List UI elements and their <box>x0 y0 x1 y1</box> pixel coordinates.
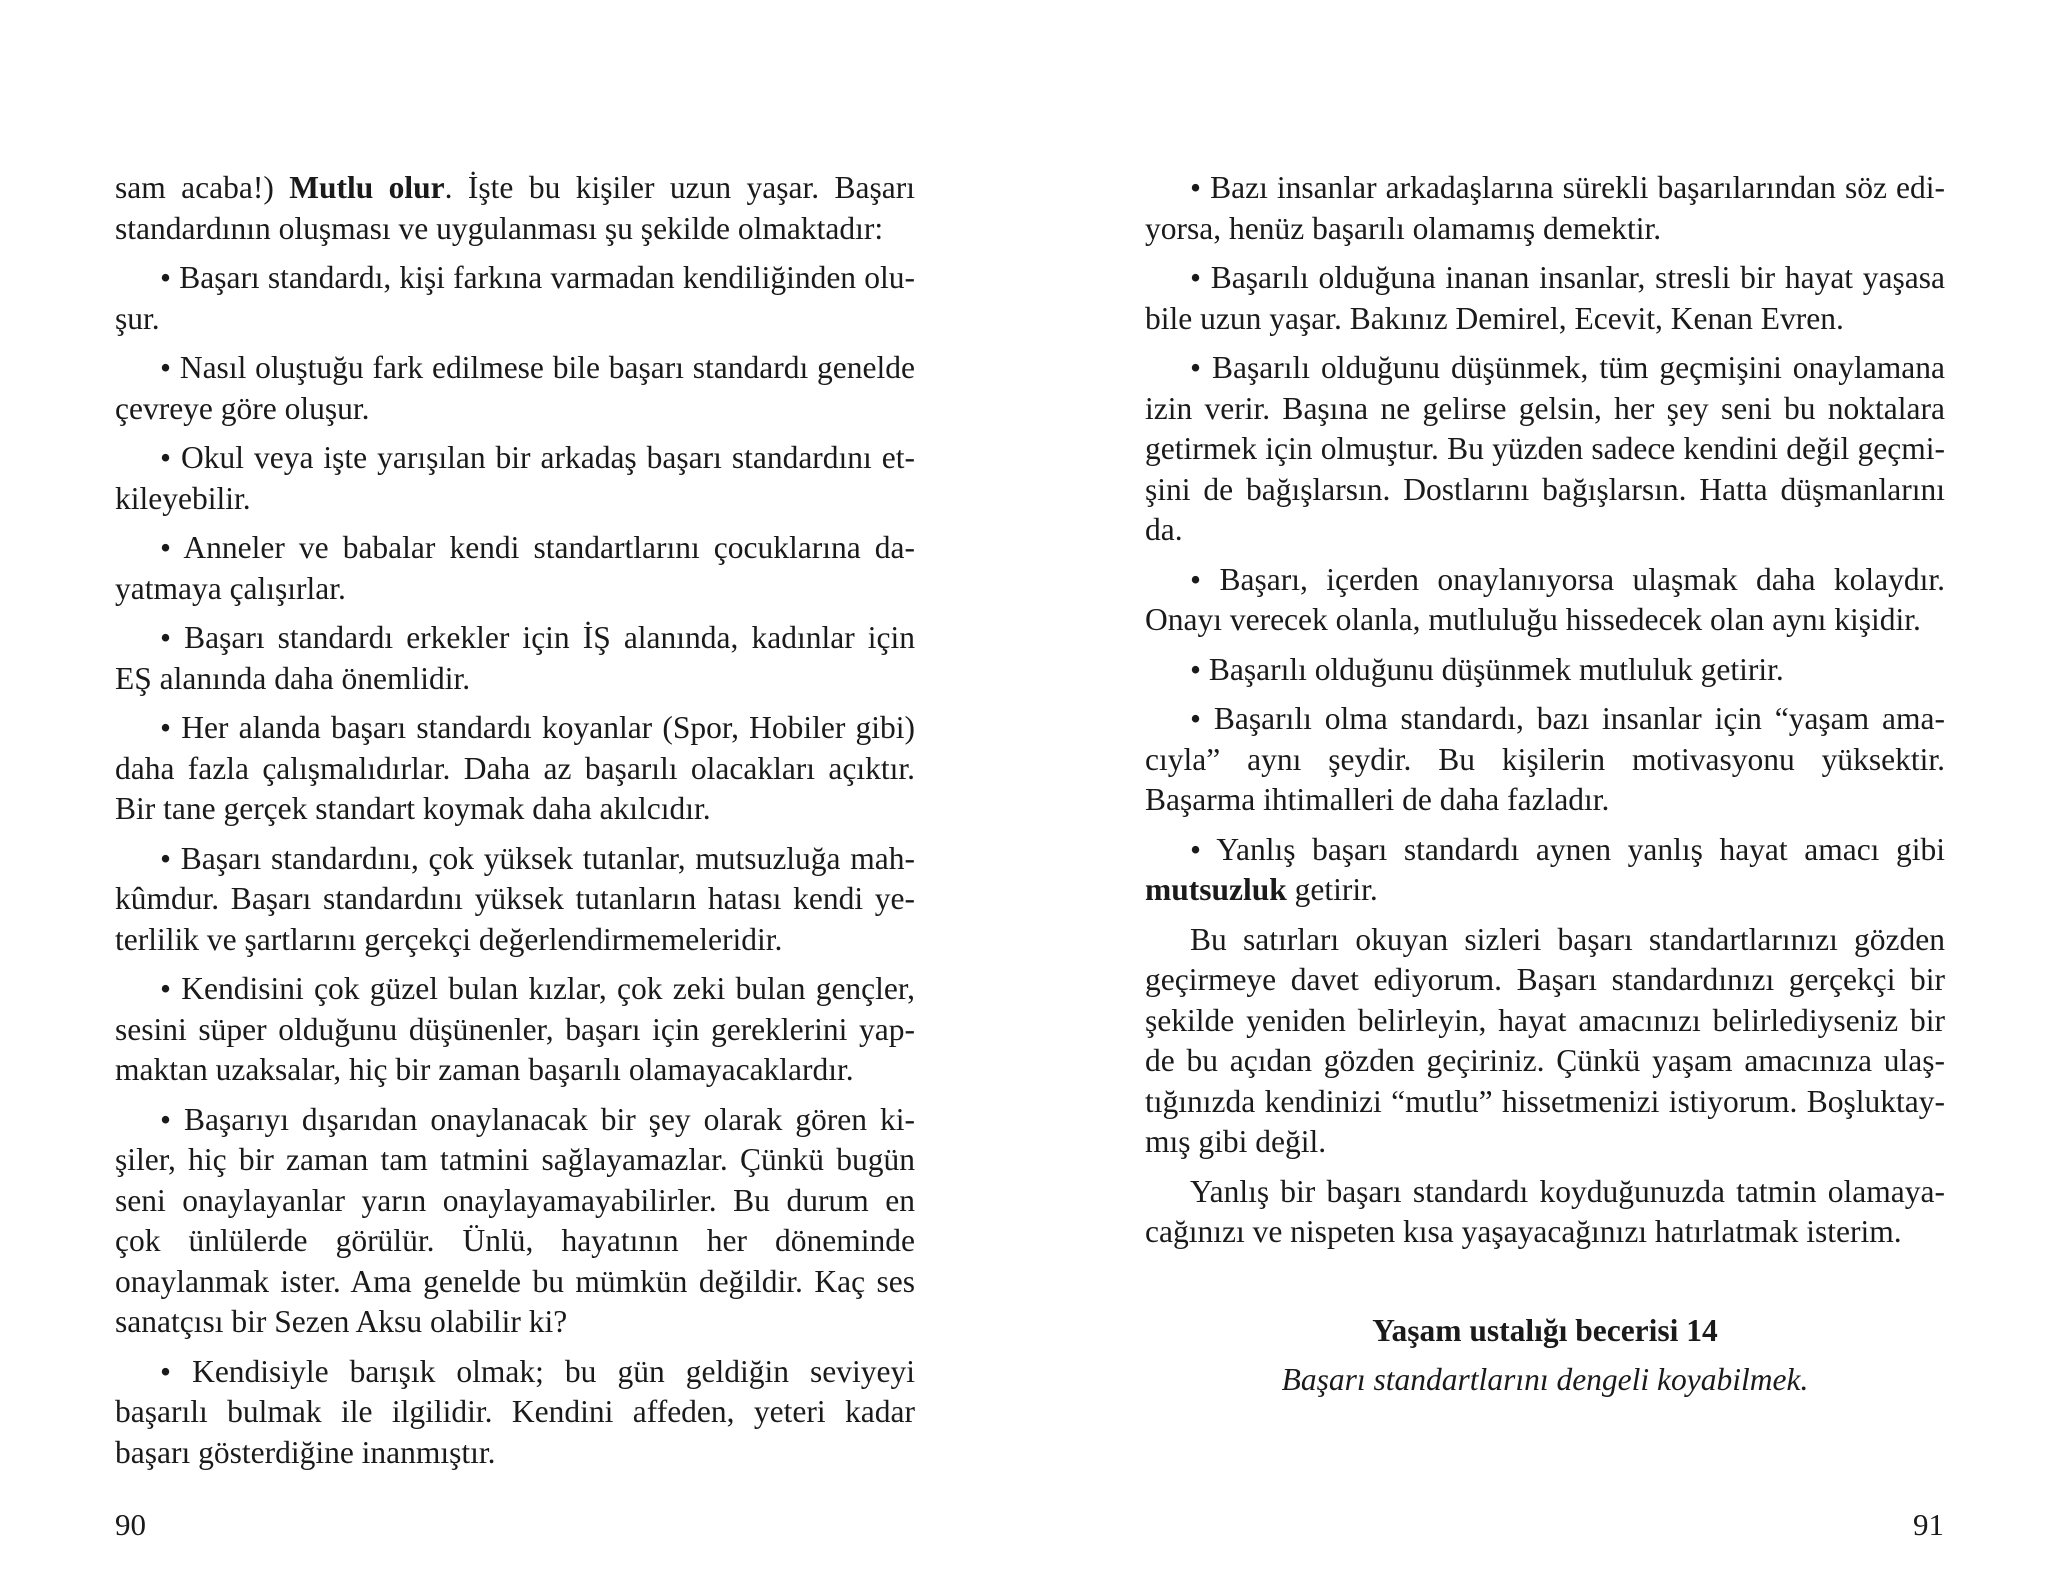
skill-subtitle: Başarı standartlarını dengeli koyabilmek. <box>1281 1362 1809 1397</box>
intro-paragraph <box>115 168 915 249</box>
bullet-paragraph: • Başarılı olduğunu düşünmek mutluluk getirir. <box>1190 651 1784 687</box>
bullet-paragraph: • Başarılı olduğunu düşünmek, tüm geçmişini onaylamana izin verir. Başına ne gelirse gelsin, her şey seni bu noktalara getirmek için olmuştur. Bu yüzden sadece kendini değil geçmişini de bağışlarsın. Dostlarını bağışlarsın. Hatta düşmanlarını da. <box>1145 350 1945 547</box>
bullet-paragraph: • Kendisini çok güzel bulan kızlar, çok zeki bulan gençler, sesini süper olduğunu düşünenler, başarı için gereklerini yapmaktan uzaksalar, hiç bir zaman başarılı olamayacaklardır. <box>115 971 915 1087</box>
skill-box <box>1145 1311 1945 1401</box>
right-page <box>1145 168 1945 1410</box>
closing-paragraph: Yanlış bir başarı standardı koyduğunuzda tatmin olamayacağınızı ve nispeten kısa yaşayacağınızı hatırlatmak isterim. <box>1145 1173 1945 1249</box>
skill-title: Yaşam ustalığı becerisi 14 <box>1372 1312 1718 1348</box>
bullet-paragraph: • Başarıyı dışarıdan onaylanacak bir şey olarak gören kişiler, hiç bir zaman tam tatmini sağlayamazlar. Çünkü bugün seni onaylayanlar yarın onaylayamayabilirler. Bu durum en çok ünlülerde görülür. Ünlü, hayatının her döneminde onaylanmak ister. Ama genelde bu mümkün değildir. Kaç ses sanatçısı bir Sezen Aksu olabilir ki? <box>115 1101 915 1339</box>
intro-text-end: . İşte bu kişiler uzun yaşar. Başarı standardının oluşması ve uygulanması şu şekilde olmaktadır: <box>115 170 915 246</box>
bullet-paragraph: • Anneler ve babalar kendi standartlarını çocuklarına dayatmaya çalışırlar. <box>115 530 915 606</box>
bullet-paragraph: • Başarı, içerden onaylanıyorsa ulaşmak daha kolaydır. Onayı verecek olanla, mutluluğu hissedecek olan aynı kişidir. <box>1145 561 1945 637</box>
page-number-left: 90 <box>115 1507 146 1542</box>
intro-text-start: sam acaba!) <box>115 170 290 205</box>
wrong-standard-text-start: • Yanlış başarı standardı aynen yanlış hayat amacı gibi <box>1190 831 1945 867</box>
bullet-paragraph: • Başarılı olduğuna inanan insanlar, stresli bir hayat yaşasa bile uzun yaşar. Bakınız Demirel, Ecevit, Kenan Evren. <box>1145 260 1945 336</box>
page-number-right: 91 <box>1913 1507 1944 1542</box>
bullet-paragraph: • Başarı standardı, kişi farkına varmadan kendiliğinden oluşur. <box>115 260 915 336</box>
bullet-paragraph: • Her alanda başarı standardı koyanlar (Spor, Hobiler gibi) daha fazla çalışmalıdırlar. Daha az başarılı olacakları açıktır. Bir tane gerçek standart koymak daha akılcıdır. <box>115 710 915 826</box>
wrong-standard-text-end: getirir. <box>1286 872 1378 907</box>
wrong-standard-bold-word: mutsuzluk <box>1145 872 1287 907</box>
bullet-paragraph: • Başarı standardını, çok yüksek tutanlar, mutsuzluğa mahkûmdur. Başarı standardını yüksek tutanların hatası kendi yeterlilik ve şartlarını gerçekçi değerlendirmemeleridir. <box>115 840 915 957</box>
bullet-paragraph: • Kendisiyle barışık olmak; bu gün geldiğin seviyeyi başarılı bulmak ile ilgilidir. Kendini affeden, yeteri kadar başarı gösterdiğine inanmıştır. <box>115 1353 915 1470</box>
bullet-paragraph: • Başarılı olma standardı, bazı insanlar için “yaşam amacıyla” aynı şeydir. Bu kişilerin motivasyonu yüksektir. Başarma ihtimalleri de daha fazladır. <box>1145 701 1945 817</box>
wrong-standard-paragraph <box>1145 830 1945 911</box>
bullet-paragraph: • Başarı standardı erkekler için İŞ alanında, kadınlar için EŞ alanında daha önemlidir. <box>115 620 915 696</box>
bullet-paragraph: • Nasıl oluştuğu fark edilmese bile başarı standardı genelde çevreye göre oluşur. <box>115 350 915 426</box>
left-page <box>115 168 915 1482</box>
closing-paragraph: Bu satırları okuyan sizleri başarı standartlarınızı gözden geçirmeye davet ediyorum. Başarı standardınızı gerçekçi bir şekilde yeniden belirleyin, hayat amacınızı belirlediyseniz bir de bu açıdan gözden geçiriniz. Çünkü yaşam amacınıza ulaştığınızda kendinizi “mutlu” hissetmenizi istiyorum. Boşluktaymış gibi değil. <box>1145 921 1945 1159</box>
bullet-paragraph: • Bazı insanlar arkadaşlarına sürekli başarılarından söz ediyorsa, henüz başarılı olamamış demektir. <box>1145 170 1945 246</box>
intro-bold-phrase: Mutlu olur <box>289 170 445 205</box>
bullet-paragraph: • Okul veya işte yarışılan bir arkadaş başarı standardını etkileyebilir. <box>115 440 915 516</box>
